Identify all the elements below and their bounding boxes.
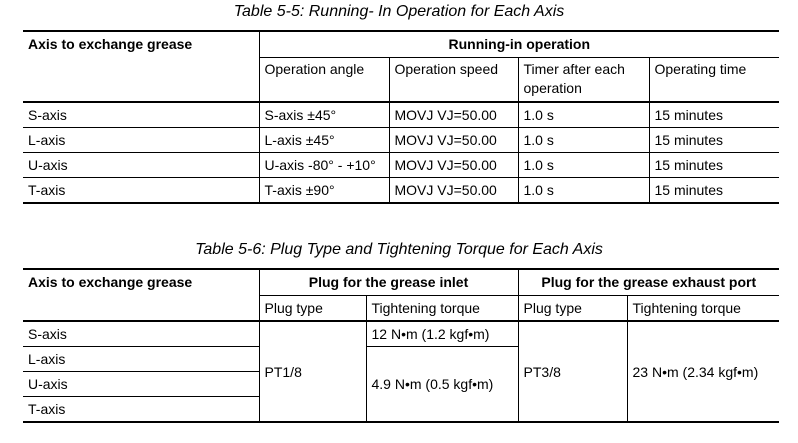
axis-cell: S-axis xyxy=(23,102,259,128)
inlet-plug-type-header: Plug type xyxy=(259,296,366,322)
time-cell: 15 minutes xyxy=(649,102,779,128)
timer-cell: 1.0 s xyxy=(518,128,649,153)
speed-cell: MOVJ VJ=50.00 xyxy=(389,128,518,153)
exhaust-plug-cell: PT3/8 xyxy=(518,321,627,422)
timer-cell: 1.0 s xyxy=(518,178,649,204)
angle-cell: T-axis ±90° xyxy=(259,178,389,204)
running-in-operation-table xyxy=(23,30,779,204)
operating-time-header: Operating time xyxy=(649,58,779,103)
speed-cell: MOVJ VJ=50.00 xyxy=(389,153,518,178)
axis-cell: S-axis xyxy=(23,321,259,347)
operation-speed-header: Operation speed xyxy=(389,58,518,103)
exhaust-plug-type-header: Plug type xyxy=(518,296,627,322)
axis-cell: L-axis xyxy=(23,128,259,153)
exhaust-torque-cell: 23 N•m (2.34 kgf•m) xyxy=(627,321,779,422)
table-row xyxy=(23,102,779,128)
angle-cell: L-axis ±45° xyxy=(259,128,389,153)
table-row xyxy=(23,321,779,347)
inlet-plug-cell: PT1/8 xyxy=(259,321,366,422)
inlet-torque-header: Tightening torque xyxy=(366,296,518,322)
exhaust-torque-header: Tightening torque xyxy=(627,296,779,322)
table-row xyxy=(23,178,779,204)
timer-header: Timer after each operation xyxy=(518,58,649,103)
time-cell: 15 minutes xyxy=(649,178,779,204)
angle-cell: U-axis -80° - +10° xyxy=(259,153,389,178)
time-cell: 15 minutes xyxy=(649,128,779,153)
time-cell: 15 minutes xyxy=(649,153,779,178)
speed-cell: MOVJ VJ=50.00 xyxy=(389,102,518,128)
axis-cell: T-axis xyxy=(23,178,259,204)
running-in-group-header: Running-in operation xyxy=(259,31,779,58)
inlet-group-header: Plug for the grease inlet xyxy=(259,269,518,296)
axis-cell: L-axis xyxy=(23,347,259,372)
inlet-torque-cell: 4.9 N•m (0.5 kgf•m) xyxy=(366,347,518,423)
timer-cell: 1.0 s xyxy=(518,102,649,128)
inlet-torque-cell: 12 N•m (1.2 kgf•m) xyxy=(366,321,518,347)
axis-cell: U-axis xyxy=(23,372,259,397)
timer-cell: 1.0 s xyxy=(518,153,649,178)
exhaust-group-header: Plug for the grease exhaust port xyxy=(518,269,779,296)
axis-header: Axis to exchange grease xyxy=(23,269,259,321)
axis-header: Axis to exchange grease xyxy=(23,31,259,102)
axis-cell: U-axis xyxy=(23,153,259,178)
table-5-6-caption: Table 5-6: Plug Type and Tightening Torque for Each Axis xyxy=(195,241,603,258)
plug-type-torque-table xyxy=(23,268,779,423)
table-row xyxy=(23,153,779,178)
operation-angle-header: Operation angle xyxy=(259,58,389,103)
table-5-5-caption: Table 5-5: Running- In Operation for Each Axis xyxy=(233,3,565,20)
axis-cell: T-axis xyxy=(23,397,259,423)
angle-cell: S-axis ±45° xyxy=(259,102,389,128)
table-row xyxy=(23,128,779,153)
speed-cell: MOVJ VJ=50.00 xyxy=(389,178,518,204)
